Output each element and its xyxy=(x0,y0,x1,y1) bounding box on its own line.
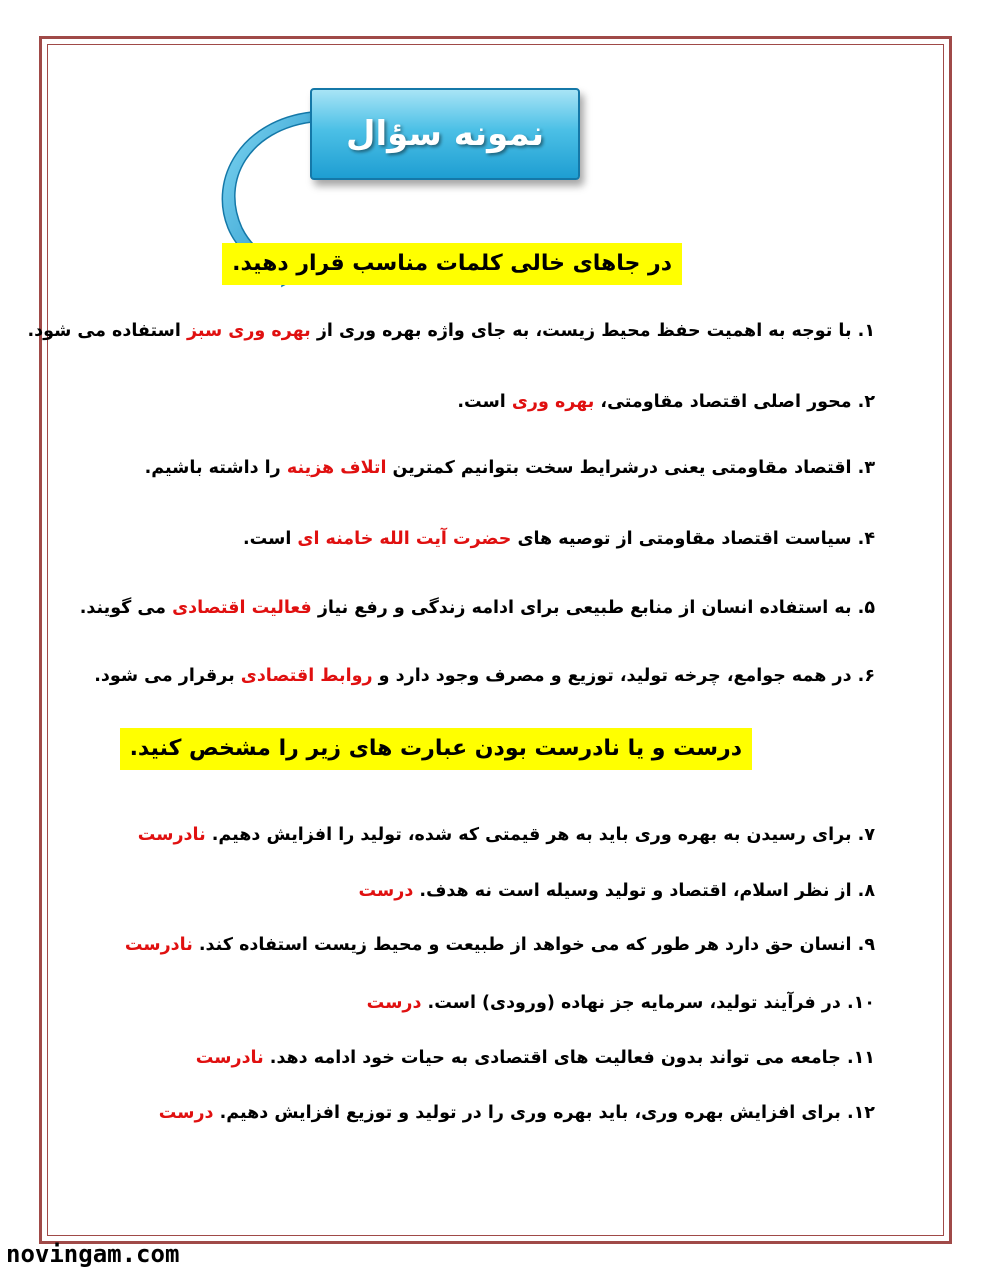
question-text: محور اصلی اقتصاد مقاومتی، xyxy=(594,392,858,412)
question-text: را داشته باشیم. xyxy=(144,458,287,478)
question-number: ۸. xyxy=(857,881,875,901)
question-text: به استفاده انسان از منابع طبیعی برای ادامه زندگی و رفع نیاز xyxy=(311,598,858,618)
question-number: ۲. xyxy=(857,392,875,412)
question-3 xyxy=(145,455,875,481)
question-1 xyxy=(28,318,876,344)
question-11 xyxy=(196,1045,875,1071)
section-heading-fill-in: در جاهای خالی کلمات مناسب قرار دهید. xyxy=(222,243,682,285)
question-text: سیاست اقتصاد مقاومتی از توصیه های xyxy=(511,529,858,549)
question-text: در فرآیند تولید، سرمایه جز نهاده (ورودی) است. xyxy=(421,993,847,1013)
title-banner xyxy=(310,88,580,180)
answer: بهره وری سبز xyxy=(186,321,311,341)
question-text: برای رسیدن به بهره وری باید به هر قیمتی که شده، تولید را افزایش دهیم. xyxy=(205,825,858,845)
question-text: با توجه به اهمیت حفظ محیط زیست، به جای واژه بهره وری از xyxy=(310,321,858,341)
answer: درست xyxy=(358,881,414,901)
question-8 xyxy=(359,878,875,904)
question-number: ۱۱. xyxy=(846,1048,875,1068)
answer: حضرت آیت الله خامنه ای xyxy=(297,529,512,549)
question-4 xyxy=(243,526,875,552)
question-7 xyxy=(138,822,875,848)
question-text: انسان حق دارد هر طور که می خواهد از طبیعت و محیط زیست استفاده کند. xyxy=(192,935,858,955)
question-text: جامعه می تواند بدون فعالیت های اقتصادی به حیات خود ادامه دهد. xyxy=(263,1048,847,1068)
question-9 xyxy=(125,932,875,958)
answer: درست xyxy=(158,1103,214,1123)
question-10 xyxy=(367,990,875,1016)
question-text: در همه جوامع، چرخه تولید، توزیع و مصرف وجود دارد و xyxy=(372,666,858,686)
question-text: برقرار می شود. xyxy=(94,666,241,686)
answer: نادرست xyxy=(137,825,206,845)
answer: نادرست xyxy=(195,1048,264,1068)
question-12 xyxy=(159,1100,875,1126)
question-6 xyxy=(94,663,875,689)
answer: فعالیت اقتصادی xyxy=(172,598,312,618)
question-text: است. xyxy=(457,392,512,412)
section-heading-true-false: درست و یا نادرست بودن عبارت های زیر را مشخص کنید. xyxy=(120,728,752,770)
question-number: ۶. xyxy=(857,666,875,686)
question-number: ۱۰. xyxy=(846,993,875,1013)
answer: نادرست xyxy=(124,935,193,955)
answer: اتلاف هزینه xyxy=(286,458,387,478)
question-text: از نظر اسلام، اقتصاد و تولید وسیله است نه هدف. xyxy=(413,881,858,901)
question-number: ۳. xyxy=(857,458,875,478)
question-text: اقتصاد مقاومتی یعنی درشرایط سخت بتوانیم کمترین xyxy=(386,458,858,478)
question-number: ۵. xyxy=(857,598,875,618)
question-number: ۷. xyxy=(857,825,875,845)
question-number: ۱۲. xyxy=(846,1103,875,1123)
question-number: ۴. xyxy=(857,529,875,549)
question-text: استفاده می شود. xyxy=(27,321,187,341)
question-number: ۱. xyxy=(857,321,875,341)
question-text: می گویند. xyxy=(79,598,173,618)
site-watermark: novingam.com xyxy=(6,1240,180,1268)
answer: روابط اقتصادی xyxy=(240,666,373,686)
question-text: است. xyxy=(242,529,298,549)
page-title: نمونه سؤال xyxy=(345,114,544,154)
question-text: برای افزایش بهره وری، باید بهره وری را در تولید و توزیع افزایش دهیم. xyxy=(213,1103,847,1123)
question-2 xyxy=(457,389,875,415)
answer: درست xyxy=(366,993,422,1013)
question-5 xyxy=(80,595,875,621)
answer: بهره وری xyxy=(511,392,595,412)
question-number: ۹. xyxy=(857,935,875,955)
